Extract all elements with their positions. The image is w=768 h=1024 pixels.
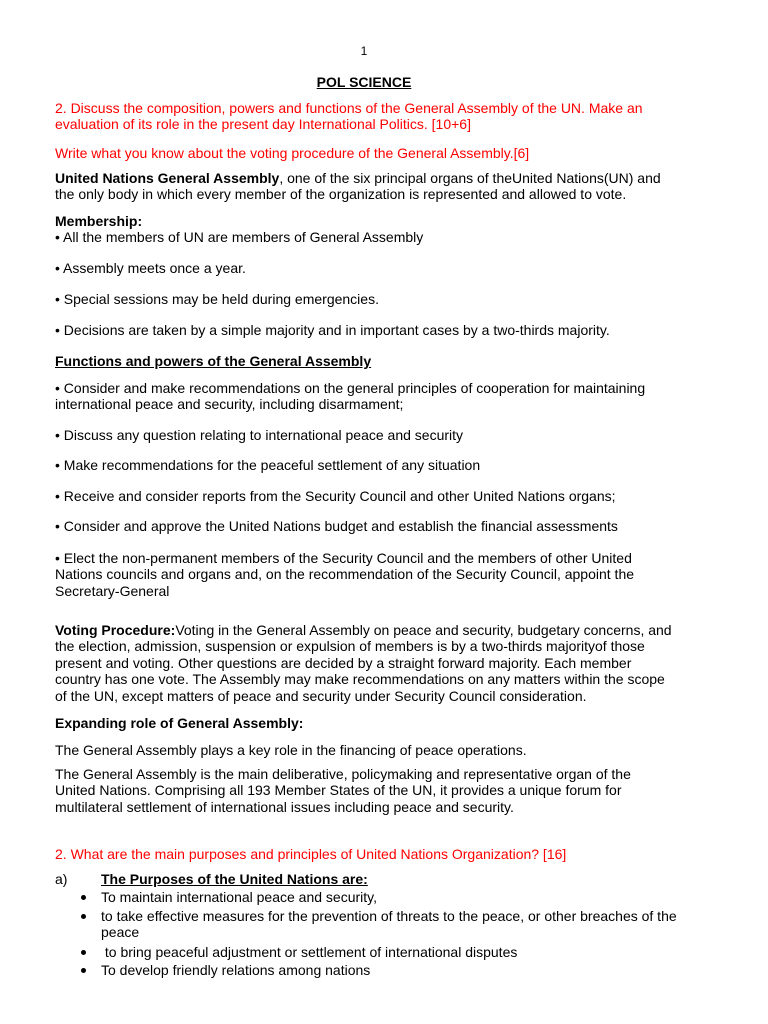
question-2: Write what you know about the voting procedure of the General Assembly.[6] xyxy=(55,145,530,161)
membership-item: • Assembly meets once a year. xyxy=(55,260,246,276)
bullet-icon xyxy=(81,968,86,973)
function-item: • Elect the non-permanent members of the Security Council and the members of other United Nations councils and organs and, on the recommendation of the Security Council, appoint the Secretary-General xyxy=(55,550,635,599)
purpose-text: to take effective measures for the prevention of threats to the peace, or other breaches of the peace xyxy=(101,908,677,941)
intro-text: , one of the six principal organs of theUnited Nations(UN) and the only body in which every member of the organization is represented and allowed to vote. xyxy=(55,170,661,203)
purpose-text: To develop friendly relations among nations xyxy=(101,962,371,978)
expanding-paragraph-2: The General Assembly is the main deliberative, policymaking and representative organ of the United Nations. Comprising all 193 Member States of the UN, it provides a unique forum for multilateral settlement of international issues including peace and security. xyxy=(55,766,631,815)
function-item: • Consider and approve the United Nations budget and establish the financial assessments xyxy=(55,518,618,534)
question-1: 2. Discuss the composition, powers and functions of the General Assembly of the UN. Make an evaluation of its role in the present day International Politics. [10+6] xyxy=(55,100,643,133)
purposes-heading: The Purposes of the United Nations are: xyxy=(101,871,368,887)
purposes-heading-row xyxy=(55,871,695,888)
intro-paragraph xyxy=(55,170,675,203)
function-item: • Consider and make recommendations on the general principles of cooperation for maintaining international peace and security, including disarmament; xyxy=(55,380,646,413)
bullet-icon xyxy=(81,914,86,919)
page-number: 1 xyxy=(360,44,368,58)
purpose-item xyxy=(55,944,695,961)
function-item: • Discuss any question relating to international peace and security xyxy=(55,427,464,443)
page-title: POL SCIENCE xyxy=(316,74,412,90)
membership-heading: Membership: xyxy=(55,213,143,229)
purpose-text: To maintain international peace and security, xyxy=(101,889,378,905)
voting-text: Voting in the General Assembly on peace and security, budgetary concerns, and the election, admission, suspension or expulsion of members is by a two-thirds majorityof those present and voting. Other questions are decided by a straight forward majority. Each member country has one vote. The Assembly may make recommendations on any matters within the scope of the UN, except matters of peace and security under Security Council consideration. xyxy=(55,622,672,704)
expanding-heading: Expanding role of General Assembly: xyxy=(55,715,304,731)
question-3: 2. What are the main purposes and principles of United Nations Organization? [16] xyxy=(55,846,567,862)
membership-item: • Special sessions may be held during emergencies. xyxy=(55,291,379,307)
voting-label: Voting Procedure: xyxy=(55,622,176,638)
intro-term: United Nations General Assembly xyxy=(55,170,280,186)
expanding-paragraph-1: The General Assembly plays a key role in the financing of peace operations. xyxy=(55,742,527,758)
purpose-item xyxy=(55,962,695,979)
bullet-icon xyxy=(81,895,86,900)
purpose-item xyxy=(55,908,695,942)
function-item: • Receive and consider reports from the Security Council and other United Nations organs; xyxy=(55,488,616,504)
purpose-text: to bring peaceful adjustment or settlement of international disputes xyxy=(101,944,518,960)
bullet-icon xyxy=(81,950,86,955)
membership-item: • Decisions are taken by a simple majority and in important cases by a two-thirds majority. xyxy=(55,322,610,338)
functions-heading: Functions and powers of the General Assembly xyxy=(55,353,372,369)
purpose-item xyxy=(55,889,695,906)
membership-item: • All the members of UN are members of General Assembly xyxy=(55,229,424,245)
voting-paragraph xyxy=(55,622,675,704)
function-item: • Make recommendations for the peaceful settlement of any situation xyxy=(55,457,481,473)
list-marker: a) xyxy=(55,871,68,887)
